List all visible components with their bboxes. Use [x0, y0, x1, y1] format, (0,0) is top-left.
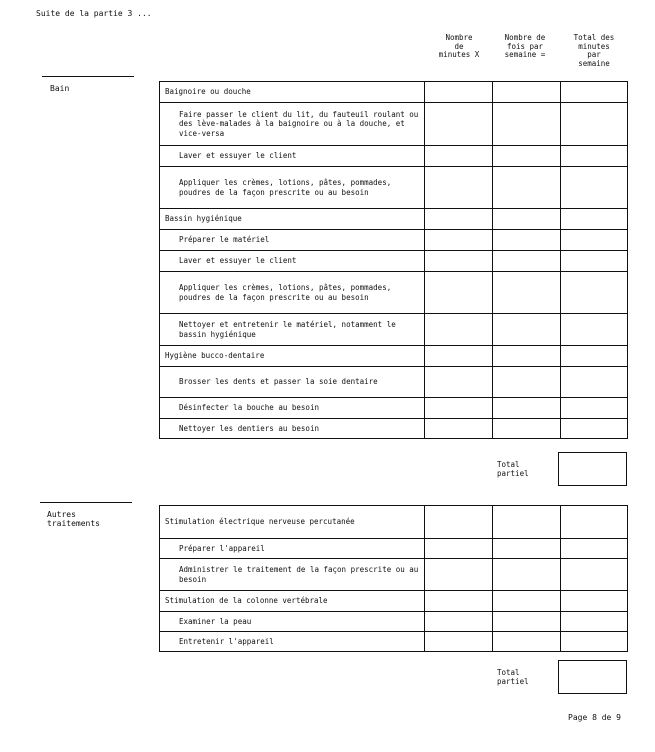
- table-row: [160, 167, 628, 209]
- task-group-label: Stimulation électrique nerveuse percutanée: [160, 506, 425, 539]
- total-minutes-field[interactable]: [561, 559, 628, 591]
- table-row: [160, 82, 628, 103]
- times-per-week-field[interactable]: [493, 612, 561, 632]
- total-minutes-field[interactable]: [561, 209, 628, 230]
- total-minutes-field[interactable]: [561, 167, 628, 209]
- times-per-week-field[interactable]: [493, 82, 561, 103]
- total-minutes-field[interactable]: [561, 346, 628, 367]
- times-per-week-field[interactable]: [493, 230, 561, 251]
- task-label: Examiner la peau: [160, 612, 425, 632]
- task-group-label: Hygiène bucco-dentaire: [160, 346, 425, 367]
- column-header-total-minutes: Total des minutes par semaine: [573, 33, 615, 68]
- total-minutes-field[interactable]: [561, 398, 628, 419]
- table-row: [160, 419, 628, 439]
- minutes-field[interactable]: [425, 419, 493, 439]
- total-minutes-field[interactable]: [561, 612, 628, 632]
- table-row: [160, 272, 628, 314]
- task-label: Faire passer le client du lit, du fauteuil roulant ou des lève-malades à la baignoire ou à la douche, et vice-versa: [160, 103, 425, 146]
- task-label: Entretenir l'appareil: [160, 632, 425, 652]
- subtotal-field-autres[interactable]: [558, 660, 627, 694]
- task-label: Laver et essuyer le client: [160, 251, 425, 272]
- section-label-bain: Bain: [50, 84, 70, 93]
- minutes-field[interactable]: [425, 230, 493, 251]
- minutes-field[interactable]: [425, 346, 493, 367]
- column-header-minutes: Nombre de minutes X: [438, 33, 480, 60]
- times-per-week-field[interactable]: [493, 103, 561, 146]
- subtotal-field-bain[interactable]: [558, 452, 627, 486]
- table-row: [160, 539, 628, 559]
- task-table-autres-traitements: [159, 505, 628, 652]
- total-minutes-field[interactable]: [561, 314, 628, 346]
- times-per-week-field[interactable]: [493, 272, 561, 314]
- table-row: [160, 398, 628, 419]
- minutes-field[interactable]: [425, 506, 493, 539]
- minutes-field[interactable]: [425, 398, 493, 419]
- minutes-field[interactable]: [425, 367, 493, 398]
- minutes-field[interactable]: [425, 103, 493, 146]
- minutes-field[interactable]: [425, 559, 493, 591]
- section-label-autres-traitements: Autres traitements: [47, 510, 100, 529]
- total-minutes-field[interactable]: [561, 146, 628, 167]
- task-group-label: Stimulation de la colonne vertébrale: [160, 591, 425, 612]
- task-label: Nettoyer et entretenir le matériel, notamment le bassin hygiénique: [160, 314, 425, 346]
- total-minutes-field[interactable]: [561, 539, 628, 559]
- table-row: [160, 632, 628, 652]
- times-per-week-field[interactable]: [493, 167, 561, 209]
- section-rule-bain: [42, 76, 134, 77]
- minutes-field[interactable]: [425, 539, 493, 559]
- total-minutes-field[interactable]: [561, 82, 628, 103]
- total-minutes-field[interactable]: [561, 632, 628, 652]
- task-label: Nettoyer les dentiers au besoin: [160, 419, 425, 439]
- table-row: [160, 591, 628, 612]
- task-label: Désinfecter la bouche au besoin: [160, 398, 425, 419]
- task-table-bain: [159, 81, 628, 439]
- minutes-field[interactable]: [425, 632, 493, 652]
- task-group-label: Bassin hygiénique: [160, 209, 425, 230]
- table-row: [160, 209, 628, 230]
- table-row: [160, 346, 628, 367]
- minutes-field[interactable]: [425, 272, 493, 314]
- times-per-week-field[interactable]: [493, 314, 561, 346]
- times-per-week-field[interactable]: [493, 506, 561, 539]
- continuation-note: Suite de la partie 3 ...: [36, 9, 152, 18]
- task-label: Laver et essuyer le client: [160, 146, 425, 167]
- table-row: [160, 251, 628, 272]
- minutes-field[interactable]: [425, 146, 493, 167]
- total-minutes-field[interactable]: [561, 591, 628, 612]
- task-label: Appliquer les crèmes, lotions, pâtes, pommades, poudres de la façon prescrite ou au besoin: [160, 167, 425, 209]
- total-minutes-field[interactable]: [561, 419, 628, 439]
- minutes-field[interactable]: [425, 82, 493, 103]
- times-per-week-field[interactable]: [493, 398, 561, 419]
- page-number: Page 8 de 9: [568, 713, 621, 722]
- table-row: [160, 146, 628, 167]
- table-row: [160, 314, 628, 346]
- minutes-field[interactable]: [425, 314, 493, 346]
- task-label: Appliquer les crèmes, lotions, pâtes, pommades, poudres de la façon prescrite ou au besoin: [160, 272, 425, 314]
- times-per-week-field[interactable]: [493, 346, 561, 367]
- table-row: [160, 506, 628, 539]
- section-rule-autres: [40, 502, 132, 503]
- minutes-field[interactable]: [425, 591, 493, 612]
- task-group-label: Baignoire ou douche: [160, 82, 425, 103]
- subtotal-label-autres: Total partiel: [497, 668, 529, 687]
- times-per-week-field[interactable]: [493, 591, 561, 612]
- times-per-week-field[interactable]: [493, 419, 561, 439]
- total-minutes-field[interactable]: [561, 230, 628, 251]
- times-per-week-field[interactable]: [493, 632, 561, 652]
- task-label: Administrer le traitement de la façon prescrite ou au besoin: [160, 559, 425, 591]
- minutes-field[interactable]: [425, 167, 493, 209]
- task-label: Préparer l'appareil: [160, 539, 425, 559]
- minutes-field[interactable]: [425, 612, 493, 632]
- minutes-field[interactable]: [425, 209, 493, 230]
- total-minutes-field[interactable]: [561, 103, 628, 146]
- table-row: [160, 230, 628, 251]
- table-row: [160, 559, 628, 591]
- total-minutes-field[interactable]: [561, 506, 628, 539]
- table-row: [160, 103, 628, 146]
- times-per-week-field[interactable]: [493, 146, 561, 167]
- task-label: Préparer le matériel: [160, 230, 425, 251]
- subtotal-label-bain: Total partiel: [497, 460, 529, 479]
- table-row: [160, 367, 628, 398]
- times-per-week-field[interactable]: [493, 539, 561, 559]
- total-minutes-field[interactable]: [561, 251, 628, 272]
- total-minutes-field[interactable]: [561, 367, 628, 398]
- table-row: [160, 612, 628, 632]
- times-per-week-field[interactable]: [493, 209, 561, 230]
- times-per-week-field[interactable]: [493, 559, 561, 591]
- times-per-week-field[interactable]: [493, 367, 561, 398]
- minutes-field[interactable]: [425, 251, 493, 272]
- total-minutes-field[interactable]: [561, 272, 628, 314]
- column-header-times-per-week: Nombre de fois par semaine =: [504, 33, 546, 60]
- task-label: Brosser les dents et passer la soie dentaire: [160, 367, 425, 398]
- times-per-week-field[interactable]: [493, 251, 561, 272]
